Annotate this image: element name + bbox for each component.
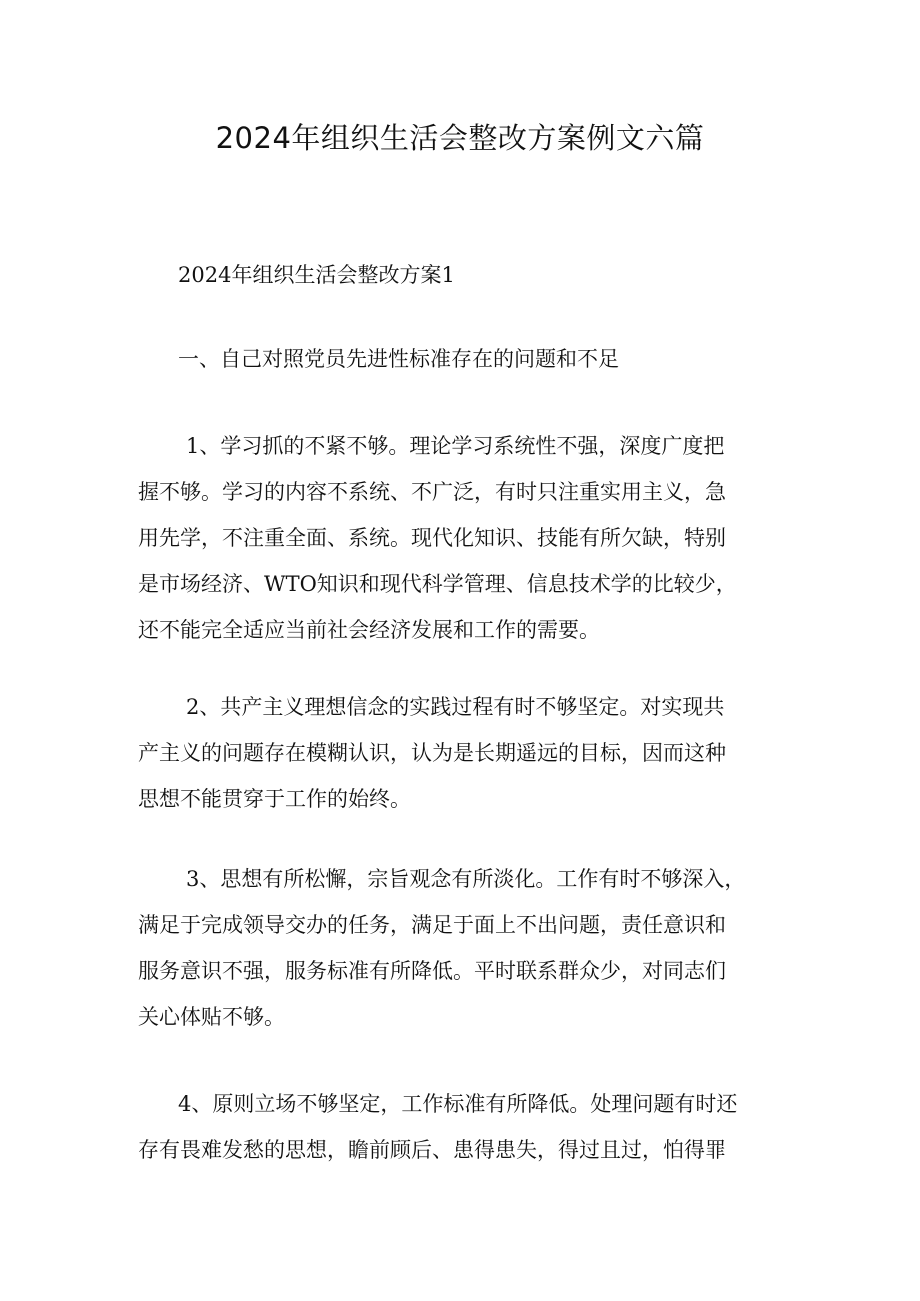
paragraph-line: 还不能完全适应当前社会经济发展和工作的需要。 — [138, 618, 600, 642]
paragraph-line: 用先学，不注重全面、系统。现代化知识、技能有所欠缺，特别 — [138, 526, 726, 550]
paragraph-line: 2、共产主义理想信念的实践过程有时不够坚定。对实现共 — [186, 695, 725, 719]
paragraph-2 — [138, 684, 726, 822]
paragraph-line: 关心体贴不够。 — [138, 1005, 285, 1029]
paragraph-line: 存有畏难发愁的思想，瞻前顾后、患得患失，得过且过，怕得罪 — [138, 1138, 726, 1162]
paragraph-1 — [138, 423, 737, 653]
paragraph-4 — [138, 1081, 737, 1173]
paragraph-line: 满足于完成领导交办的任务，满足于面上不出问题，责任意识和 — [138, 913, 726, 937]
paragraph-line: 1、学习抓的不紧不够。理论学习系统性不强，深度广度把 — [186, 434, 725, 458]
paragraph-3 — [138, 856, 745, 1040]
paragraph-line: 3、思想有所松懈，宗旨观念有所淡化。工作有时不够深入， — [186, 867, 746, 891]
paragraph-line: 4、原则立场不够坚定，工作标准有所降低。处理问题有时还 — [178, 1092, 738, 1116]
paragraph-line: 思想不能贯穿于工作的始终。 — [138, 787, 411, 811]
paragraph-line: 握不够。学习的内容不系统、不广泛，有时只注重实用主义，急 — [138, 480, 726, 504]
paragraph-line: 是市场经济、WTO知识和现代科学管理、信息技术学的比较少， — [138, 572, 737, 596]
section-heading: 一、自己对照党员先进性标准存在的问题和不足 — [178, 347, 619, 371]
document-subtitle: 2024年组织生活会整改方案1 — [178, 263, 455, 287]
paragraph-line: 产主义的问题存在模糊认识，认为是长期遥远的目标，因而这种 — [138, 741, 726, 765]
paragraph-line: 服务意识不强，服务标准有所降低。平时联系群众少，对同志们 — [138, 959, 726, 983]
document-title: 2024年组织生活会整改方案例文六篇 — [215, 121, 705, 155]
